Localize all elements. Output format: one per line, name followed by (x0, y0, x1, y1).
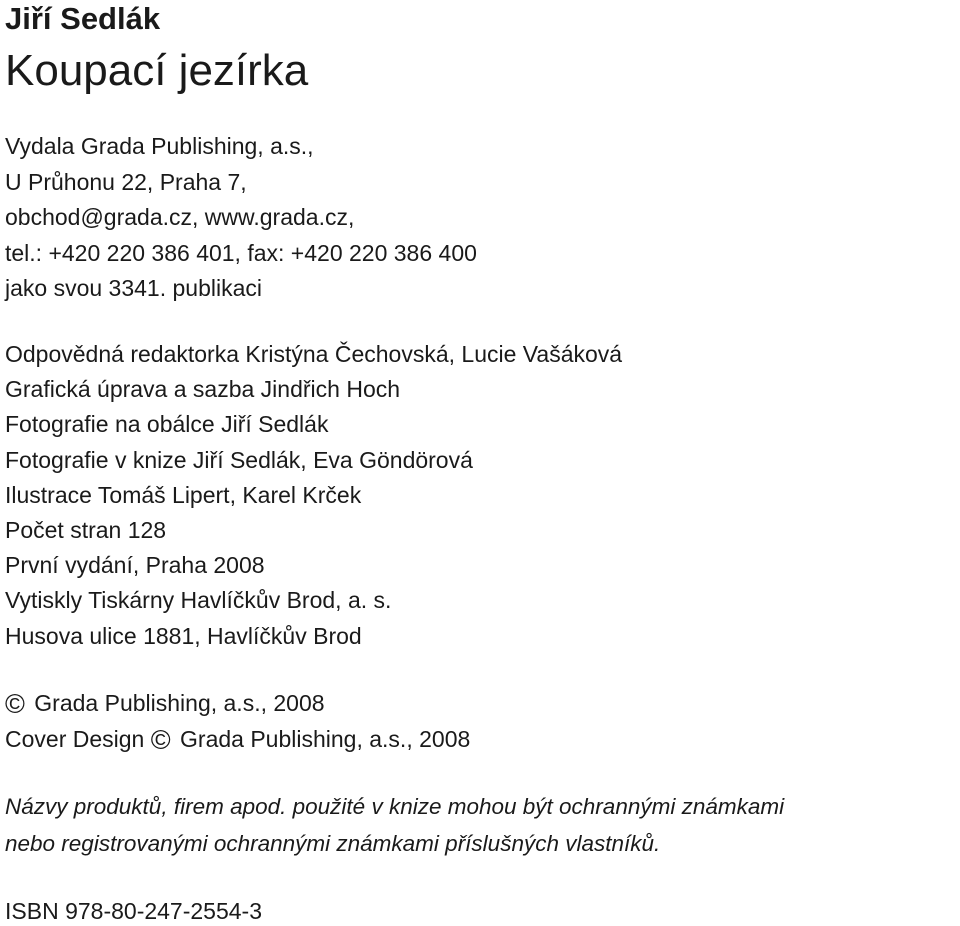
cover-design-label: Cover Design (5, 725, 145, 752)
trademark-line: Názvy produktů, firem apod. použité v knize mohou být ochrannými známkami (5, 794, 785, 819)
publisher-line: Vydala Grada Publishing, a.s., (5, 133, 314, 159)
publisher-line: tel.: +420 220 386 401, fax: +420 220 386 400 (5, 239, 477, 266)
copyright-holder: Grada Publishing, a.s., 2008 (34, 690, 325, 716)
credit-line: Grafická úprava a sazba Jindřich Hoch (5, 376, 401, 403)
copyright-icon: © (5, 689, 25, 719)
credit-line: První vydání, Praha 2008 (5, 552, 265, 579)
cover-copyright-line (5, 722, 470, 758)
credits-info (5, 337, 622, 654)
credit-line: Husova ulice 1881, Havlíčkův Brod (5, 622, 362, 649)
credit-line: Počet stran 128 (5, 516, 167, 543)
credit-line: Odpovědná redaktorka Kristýna Čechovská, Lucie Vašáková (5, 341, 623, 367)
publisher-line: U Průhonu 22, Praha 7, (5, 168, 247, 195)
credit-line: Ilustrace Tomáš Lipert, Karel Krček (5, 481, 362, 508)
publisher-info (5, 129, 477, 307)
copyright-icon: © (150, 724, 171, 755)
imprint-page (5, 0, 955, 926)
author-name: Jiří Sedlák (5, 1, 161, 36)
copyright-info (5, 686, 470, 757)
credit-line: Fotografie na obálce Jiří Sedlák (5, 411, 329, 438)
trademark-line: nebo registrovanými ochrannými známkami příslušných vlastníků. (5, 831, 661, 856)
cover-copyright-holder: Grada Publishing, a.s., 2008 (180, 725, 471, 752)
copyright-line (5, 686, 470, 722)
publisher-line: obchod@grada.cz, www.grada.cz, (5, 204, 355, 231)
credit-line: Vytiskly Tiskárny Havlíčkův Brod, a. s. (5, 587, 392, 614)
trademark-notice (5, 788, 784, 862)
isbn-number: ISBN 978-80-247-2554-3 (5, 898, 262, 924)
credit-line: Fotografie v knize Jiří Sedlák, Eva Göndörová (5, 446, 473, 473)
publisher-line: jako svou 3341. publikaci (5, 275, 262, 302)
isbn (5, 896, 262, 926)
book-title: Koupací jezírka (5, 46, 309, 95)
